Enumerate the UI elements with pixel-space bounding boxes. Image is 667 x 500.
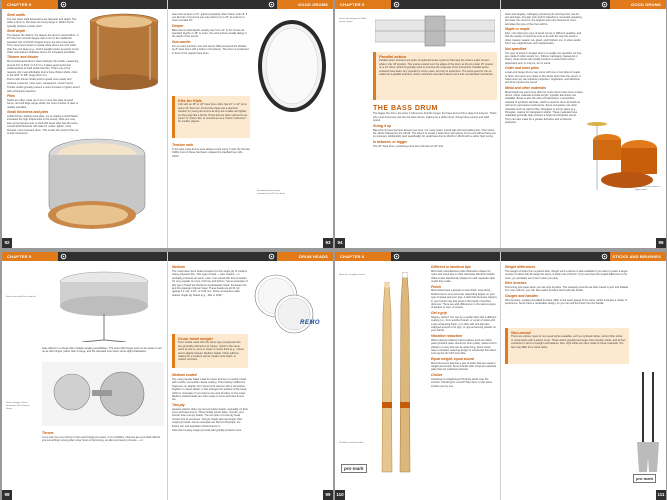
left-page-header <box>335 252 500 261</box>
paragraph: A little thinner. Adding extra plies, not to making a shell thicker, increases the high frequencies in the sound, while one may lose some lowness and. A shell with fewer plies has the same overall shell thickness will make for a drier, tighter, more focused, more resonant drum. This is also the result of the not to lose resonance. <box>7 115 79 136</box>
paragraph: The bigger the drum, the lower it will sound. And the longer. For bass drums this is deep but long too. That's why most drummers use the two bass drums, making for a rather short, though less punchy and solid sound. <box>373 112 497 123</box>
paragraph: Drumming gets quiet when you use wire brushes. The sweeping sounds are often heard in jazz and ballads. For more volume, you can also select brushes which will play louder. <box>505 286 629 293</box>
section-tab: GOOD DRUMS <box>277 0 333 9</box>
spread-94-95 <box>335 0 666 248</box>
box-text: Drum heads made with the same type of polyester film are generally referred to as 'heavy', which is the same same at one is, yet is in cases it means thick (e.g., Clear) and is slightly heavier. Medium heads. Other editions, making for a medium sound, heads more bright, or mellow, and less. <box>178 341 244 362</box>
gutter <box>500 252 501 500</box>
subheading: Not specified <box>505 46 527 51</box>
gear-icon <box>601 1 608 8</box>
page-footer-right <box>323 238 333 248</box>
page-footer-right <box>323 490 333 500</box>
spread-98-99 <box>2 252 333 500</box>
subheading: In between, or bigger <box>373 139 408 144</box>
left-page-header <box>2 0 167 9</box>
paragraph: Shells are often made up of six or more thin plies of wood. Some, and still large range shells, the more number of plies is usually specified. <box>7 98 78 109</box>
parallel-action-box <box>373 52 497 100</box>
left-top-column <box>42 346 164 354</box>
page-number: 94 <box>335 238 345 248</box>
page-number: 95 <box>656 238 666 248</box>
photo-caption: Pro-Mark: matched sticks <box>339 442 364 444</box>
left-page-header <box>2 252 167 261</box>
page-footer-right <box>656 238 666 248</box>
right-column-a <box>172 12 250 56</box>
paragraph: Wire brushes, usually just called brushes, differ in the exact gauge of the wires, which is largely a matter of preference. Some have a retractable design, so you can pull the brush into the handle. <box>505 298 628 306</box>
left-column-body <box>373 112 497 148</box>
paragraph: The two basic shell dimensions are diameter and depth. The wider a drum is, the lower its tuning range is. Wider drums typically produce a lower pitch. <box>7 17 77 28</box>
paragraph: The weight of sticks from a paired stick, though such a device is also available if you want to select a larger number of sticks that all weigh the same. A basic rule of thumb: If you can't feel the weight difference in the store, you probably won't feel it when you play. <box>505 269 628 280</box>
page-number: 92 <box>2 238 12 248</box>
paragraph: Most stick manufacturers offer distinctive shapes for nylon and wood tips on their otherwise identical models. Others have identical tip shapes for each separate stick model they make. <box>431 269 496 284</box>
paragraph: The 20" bass drum, producing more low end than an 18" and <box>373 144 443 148</box>
paragraph: The most basic drum head consists of a thin single ply of medium heavy polyester film. This type of head — also coated — is probably produces an warm, even, true sound with lots of sustain. It's very popular on toms, both top and bottom. Some examples of this type of head are the Remo Ambassador Clear, the Evans G1, and the Aquarian Classic Clear. These heads are all 10 mil (gauge 0.1 mil), 0.25", or 0.25 mm. Some companies make heavier single-ply heads (e.g., 10H or 10M). <box>172 269 248 297</box>
left-column <box>431 264 497 389</box>
left-page-header <box>335 0 500 9</box>
paragraph: Checking for straightness? Roll the sticks over the counter. Checking for sound? Play them on the same surface one by one. <box>431 377 492 388</box>
paragraph: Drums with thinner shells tend to speak more easily and produce a warmer, more open, transparent, 'wood' sound. <box>7 78 74 85</box>
hardware-photo <box>42 362 164 426</box>
pro-mark-logo: pro·mark <box>633 474 656 483</box>
right-column-a <box>505 264 629 307</box>
gear-icon <box>60 253 67 260</box>
section-tab: DRUM HEADS <box>277 252 333 261</box>
paragraph: Metal shells are used more often for snare drums than toms or bass drums. Other materials include acrylic, typically aluminium are available. Brass is also the case of brassmines, a wood-fibre material of synthetic laminate, which is used for drum kit shells as well as for percussion instruments. Some companies use other materials such as carbon fibre, fibreglass or acrylic glass (e.g., Plexiglas, making for transparent shells). These materials have malleable generally help produce a bright and brightest sound. They can also make for a greater definition and enhanced projection. <box>505 90 583 125</box>
box-title: Drum head weight <box>178 336 213 341</box>
paragraph: Most professional drums have relatively thin shells, measuring around 1/4" to 5/16" or 6-8 mm. It takes good wood and craftsmanship to build shells that thin. That's one of the reasons why most affordable drums have thicker shells, often in the 5/16" to 3/8" range (8-9 mm). <box>7 60 79 77</box>
paragraph: In the past, bass drums were always tuned using T-rods. By the late 1990s most of these had been replaced by standard key rods, which <box>172 147 250 158</box>
paragraph: The most popular batter head for snare drums is a medium head with a white, somewhat coarse coating. This coating muffles the head ever so slightly: let it sound a bit warmer with a somewhat brighter or crisper attack. It also changes the surface of the head, which is necessary if you want to use wire brushes on the snare. Medium coated heads are often used on toms and bass drums too. <box>172 377 247 402</box>
drumstick-photo <box>393 272 423 482</box>
paragraph: Also, note that every type of wood comes in different qualities, and that the quality of wood has a lot to do with the way the wood is dried, treated, sealed, cut, glued, and finished, too. In other words: Don't use maple/tinsels, and maple/tinsels... <box>505 32 582 46</box>
box-text: There are various types of non-wood sticks available, such as synthetic sticks, carbon fiber sticks, or metal sticks with a plastic cover. These sticks typically last longer than wooden sticks, and all feel consistent in terms of weight and balance. Also, light sticks are often made of these materials. The feel may differ from wood sticks. <box>511 335 626 349</box>
right-page-header <box>501 252 666 261</box>
drum-head-weight-box <box>172 334 248 368</box>
subheading: Weight differences <box>505 265 536 269</box>
subheading: Throne <box>42 431 54 435</box>
paragraph: Bass drums shell depths usually vary from 14" to 22" known as standard depths or 18" or more, the extra inches usually taking in the depth of the sound. <box>172 28 247 39</box>
gear-icon <box>268 1 275 8</box>
page-number: 111 <box>656 490 666 500</box>
right-page-header <box>168 252 333 261</box>
snare-strainer-photo <box>375 14 495 50</box>
subheading: Different or identical tips <box>431 265 471 269</box>
right-column <box>505 12 583 126</box>
page-footer-left <box>2 490 12 500</box>
page-footer-left <box>2 238 12 248</box>
subheading: Sizing it up <box>373 123 392 128</box>
photo-caption: Snare drum with bass drum tilt <box>6 296 36 298</box>
remo-logo: REMO <box>300 320 320 326</box>
subheading: Tension rods <box>172 143 194 147</box>
box-text: Parallel action strainers are quite complicated snare systems that keep the snares under tension while in the 'off' position. The snares extend over the edges of the drum so they're under 15" snares on a 14" drum, which is typically used to promote the response of the instrument. Parallel action strainers have been very popular for some years, but they're expensive. The same goes for the so-called semi-parallel strainers, which combined extended snares and a less complicated mechanism. <box>379 59 494 77</box>
section-tab: GOOD DRUMS <box>610 0 666 9</box>
subheading: Equal weight, equal sound <box>431 356 474 361</box>
gutter <box>167 252 168 500</box>
box-title: Kits for Kids <box>178 98 202 103</box>
subheading: Medium coated <box>172 373 197 377</box>
photo-caption: Snare with integrated 'Dollar' mount system <box>339 18 367 23</box>
box-text: A kit with an 18" or 20" bass drum often has 10" or 12" toms and a 14" floor tom. Drums like these are a practical solution for young drummers as they are smaller and lighter, yet they play like a full kit. These kits are often referred to as 'junior' or 'fusion' kits, or sometimes as a 'fusion' instrument for smaller players. <box>178 103 248 124</box>
paragraph: fresh and singlely, mahogany (proseniy kits and beyond), two-for-one and bass, but also rock and for bass/toms, Generally speaking, the lower the sound is, the brighter and more focused or more articulate the tone of the drum will be. <box>505 12 583 26</box>
subheading: Gauges and handles <box>505 293 539 298</box>
subheading: Small thickness and plies <box>7 110 49 115</box>
gutter <box>500 0 501 248</box>
left-bottom-column <box>42 430 164 444</box>
drumkit-photo <box>587 120 663 190</box>
photo-caption: Nylon tip: a brighter sound <box>339 274 365 276</box>
subheading: Choice <box>431 372 443 377</box>
subheading: Shell width <box>7 13 25 17</box>
gear-icon <box>60 1 67 8</box>
page-footer-right <box>656 490 666 500</box>
bass-drum-photo <box>255 16 329 120</box>
kits-for-kids-box <box>172 96 250 138</box>
paragraph: Note that a heavy single ply head will typically produce more <box>172 429 242 433</box>
box-title: Parallel action <box>379 54 407 59</box>
middle-column-b <box>172 372 248 434</box>
drum-head-photo <box>274 294 314 334</box>
spread-92-93 <box>2 0 333 248</box>
non-wood-box <box>505 328 629 364</box>
chapter-tab: CHAPTER 6 <box>335 252 391 261</box>
left-column <box>373 104 497 149</box>
paragraph: Slippery sticks? You can try a similar stick with a different coating (i.e., from another brand), or a pair of sticks with a grip enhancing finish, or a stick with anti-slip tape wrapped around or for grip, or grip-enhancing powder on your hands. <box>431 315 497 333</box>
right-column-b <box>172 142 250 159</box>
gear-icon <box>601 253 608 260</box>
subheading: Get a grip <box>431 310 447 315</box>
page-number: 110 <box>335 490 345 500</box>
subheading: Shell depth <box>7 29 26 34</box>
page-footer-left <box>335 238 345 248</box>
paragraph: Bass drums have become deeper over time. For many years, 14x22 was the best-selling size. Then came the 16x22 followed by the 18x22. The idea is to create a bass drum with plenty of low end without being too so resonant. Additionally (and specifically) for small bass drums 16x18 or 18x20 with a rather high tuning. <box>373 128 496 139</box>
paragraph: Most drummers feel that a pair of sticks that are equal in weight and sound. Some brands offer computer-selected pairs that are matched precisely. <box>431 361 497 372</box>
chapter-tab: CHAPTER 5 <box>2 252 58 261</box>
brushes-photo <box>633 372 663 472</box>
section-heading: THE BASS DRUM <box>373 105 438 112</box>
section-tab: STICKS AND BRUSHES <box>610 252 666 261</box>
paragraph: been has as been a 12", gained popularity when fusion took off. If you like lots of toms but you may want to try a 16" as even for a more rounded 16". <box>172 12 248 23</box>
page-number: 99 <box>323 490 333 500</box>
paragraph: For an extra punchier, low-end sound, EMI pioneered the Woofer, an 8" bass drum with a built-in microphone. The drum is positioned in front of the regular bass drum. <box>172 44 249 55</box>
box-title: Non-wood <box>511 330 531 335</box>
right-page-header <box>168 0 333 9</box>
paragraph: The deeper the shell is, the deeper the drum's sound will be. A 16" floor tom sounds deeper than a tom in the traditional standard size of 16x16. Deeper drums are less responsive: They need more power to speak. Most drums are a bit wider than they are deep (e.g., 10x12 usually known as power toms). Other sets feature shallower drums for increased portability. <box>7 34 80 55</box>
page-number: 98 <box>2 490 12 500</box>
paragraph: The type of wood on budget drums is usually not specified. As they are made of softer woods (i.e., Filipino mahogany, basswood or linwe), these drums will usually produce a sound that's either dependent and, or may be, be no wood. <box>505 51 582 65</box>
left-column <box>7 12 80 137</box>
right-page-header <box>501 0 666 9</box>
paragraph: If you can't put your throne to the exact height you need, or if it wobbles, chances are your back will tell you something's wrong after a few hours of drumming, so after just twenty minutes — or <box>42 435 160 443</box>
subheading: Medium <box>172 265 185 269</box>
gear-icon <box>393 1 400 8</box>
paragraph: When playing relatively hard surfaces such as rubber pads (practice pads, electronic drum pads), sticks tend to vibrate in a way that can be quite tiring. Some sticks have a vibration reducing design to counteract this effect, such as the Vic Firth Anti-Vibe. <box>431 338 497 356</box>
spread-110-111 <box>335 252 666 500</box>
subheading: Deeper <box>172 23 184 28</box>
paragraph: Heavier plastics often use two-ply batter heads, especially on their toms and bass drums. These heads sound fatter, rounder, and shorter than one-ply heads. The two plies of a two-ply head contain lots of overtones. Two-ply heads also last longer than single ply heads. Some examples are Remo's Pinstripe, the Evans G2, and Aquarian's Performance II. <box>172 407 248 428</box>
snare-stand-photo <box>42 264 164 342</box>
chapter-tab: CHAPTER 5 <box>335 0 391 9</box>
subheading: Maple or maple <box>505 27 530 32</box>
gear-icon <box>268 253 275 260</box>
subheading: Outer and inner plies <box>505 66 539 71</box>
gutter <box>167 0 168 248</box>
subheading: Wire brushes <box>505 281 527 286</box>
pro-mark-logo: pro·mark <box>341 464 367 473</box>
paragraph: Most sticks have a lacquer or wax finish. How those finishes feel is very personal, depending largely on your type of sweat and your grip. A stick that becomes slippery in your hands may feel great in the hands of another drummer. There are also differences in the various types of lacquer or wax, of course. <box>431 289 497 310</box>
photo-caption: A traditional (no-mount) standard-size 20" bass drum <box>257 190 285 195</box>
photo-caption: Snare: change of bass dimension from Chinese Drums <box>6 402 30 410</box>
paragraph: Lower-end range drums may come with one or two plies of maple or birch, but never any closer to the whole drum than the sound. A bead never ply can enhance projection, brightness, and definition, and thus improve the sound. <box>505 71 581 85</box>
page-number: 93 <box>323 238 333 248</box>
subheading: Finish <box>431 284 441 289</box>
middle-column <box>172 264 248 298</box>
subheading: Two-ply <box>172 402 185 407</box>
subheading: Sub-woofer <box>172 39 191 44</box>
drum-plies-photo <box>32 130 162 235</box>
subheading: Vibration reduction <box>431 333 462 338</box>
drum-shells-photo <box>84 12 164 98</box>
gear-icon <box>393 253 400 260</box>
subheading: Metal and other materials <box>505 85 546 90</box>
subheading: Plies <box>7 94 15 99</box>
page-footer-left <box>335 490 345 500</box>
paragraph: bass effects in a cheap with multiple rangling possibilities. The ones with hinges seem to be easier to set up as with hinges, rather than in large, and the standard ones have some slight drawbacks. <box>42 346 162 353</box>
photo-caption: Transparent plexi drums: a bright sound <box>635 186 661 191</box>
subheading: Thinner and thicker <box>7 55 39 60</box>
paragraph: Thicker shells typically present a more focused or tighter sound with enhanced projection. <box>7 86 80 93</box>
chapter-tab: CHAPTER 5 <box>2 0 58 9</box>
